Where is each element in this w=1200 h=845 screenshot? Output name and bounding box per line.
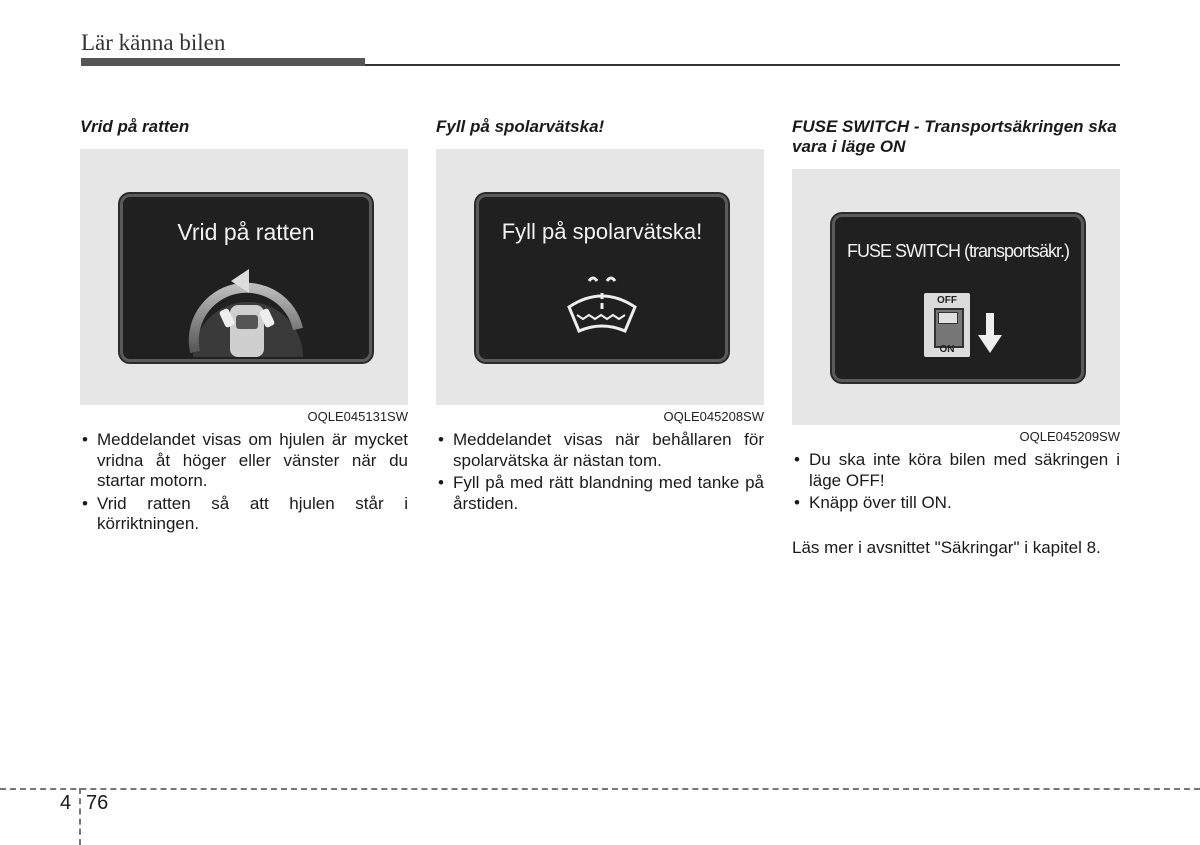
footer-divider [79,788,81,845]
switch-off-label: OFF [937,295,957,306]
section-fuse-switch [792,117,1120,558]
screen-message: FUSE SWITCH (transportsäkr.) [846,241,1070,261]
reference-note: Läs mer i avsnittet "Säkringar" i kapitel 8. [792,537,1101,557]
figure-code: OQLE045131SW [307,409,408,424]
footer-rule [0,788,1200,790]
list-item: • Vrid ratten så att hjulen står i körriktningen. [80,494,408,535]
display-screen [476,194,728,362]
screen-message: Fyll på spolarvätska! [501,219,703,244]
list-item: • Meddelandet visas om hjulen är mycket vridna åt höger eller vänster när du startar motorn. [80,430,408,492]
list-item: • Du ska inte köra bilen med säkringen i läge OFF! [792,450,1120,491]
header-rule-accent [81,58,365,66]
bullet-list [792,450,1120,514]
figure-code: OQLE045209SW [1019,429,1120,444]
figure-code: OQLE045208SW [663,409,764,424]
section-turn-wheel [80,117,408,537]
section-washer-fluid [436,117,764,516]
display-screen [120,194,372,362]
page-number: 76 [86,792,109,814]
figure-turn-wheel [80,149,408,405]
display-screen [832,214,1084,382]
switch-on-label: ON [939,344,955,355]
steering-wheel-icon [123,197,369,359]
section-title: Vrid på ratten [80,117,190,136]
figure-washer-fluid [436,149,764,405]
screen-message: Vrid på ratten [177,219,315,245]
header-title: Lär känna bilen [81,30,226,55]
section-title: FUSE SWITCH - Transportsäkringen ska vara i läge ON [792,117,1117,156]
list-item: • Meddelandet visas när behållaren för spolarvätska är nästan tom. [436,430,764,471]
bullet-list [80,430,408,535]
list-item: • Knäpp över till ON. [792,493,1120,514]
arrow-down-icon [835,217,1081,379]
washer-fluid-icon [479,197,725,359]
bullet-list [436,430,764,514]
list-item: • Fyll på med rätt blandning med tanke på årstiden. [436,473,764,514]
section-title: Fyll på spolarvätska! [436,117,605,136]
figure-fuse-switch [792,169,1120,425]
chapter-number: 4 [60,792,72,814]
